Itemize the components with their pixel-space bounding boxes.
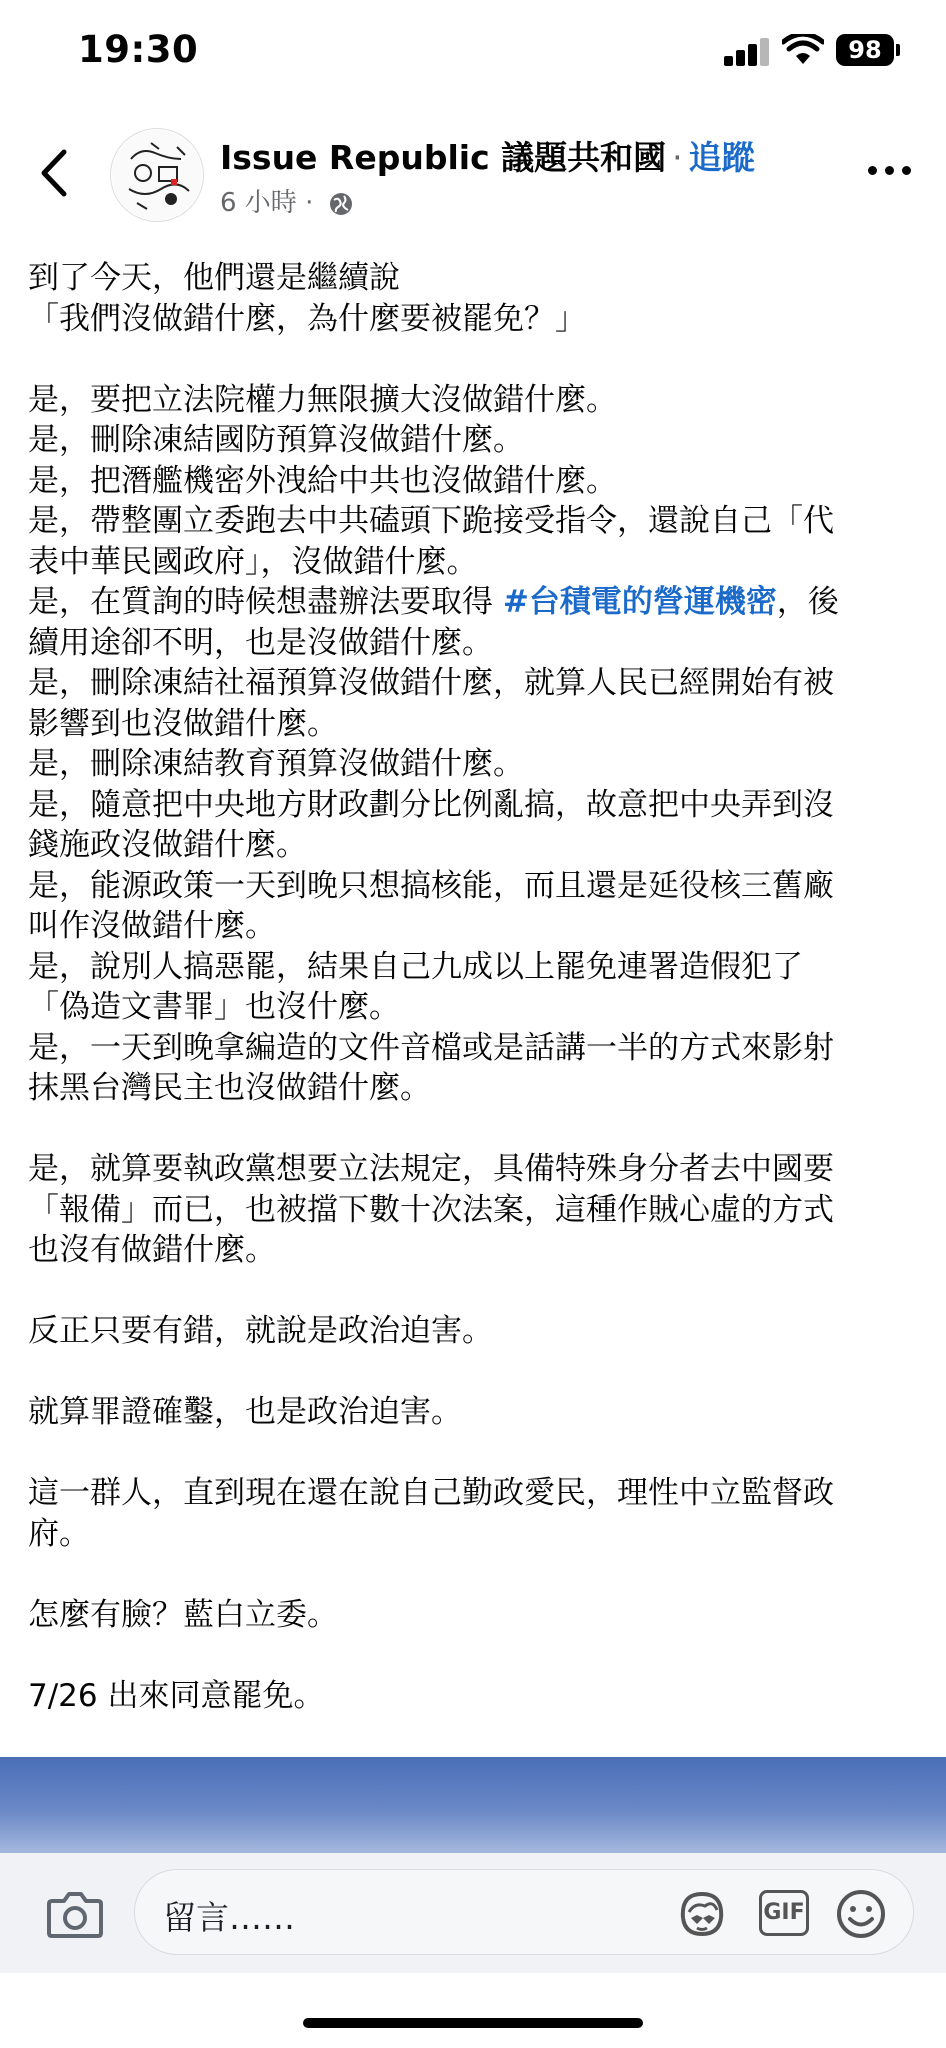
post-header [0,110,946,230]
emoji-icon[interactable] [835,1888,887,1940]
post-timestamp[interactable]: 6 小時 [220,188,297,218]
meta-separator: · [305,188,314,218]
post-line: 「我們沒做錯什麼，為什麼要被罷免？」 [28,300,586,337]
post-line: 是，刪除凍結社福預算沒做錯什麼，就算人民已經開始有被 [28,665,834,701]
post-line: 是，能源政策一天到晚只想搞核能，而且還是延役核三舊廠 [28,867,834,904]
battery-tip [896,44,900,56]
post-line: 續用途卻不明，也是沒做錯什麼。 [28,624,493,661]
avatar[interactable] [110,128,204,222]
post-line-blank [28,339,928,380]
page-name[interactable]: Issue Republic 議題共和國 [220,138,667,177]
post-line: 抹黑台灣民主也沒做錯什麼。 [28,1070,431,1106]
post-line: 是，說別人搞惡罷，結果自己九成以上罷免連署造假犯了 [28,948,803,985]
post-line: 表中華民國政府」，沒做錯什麼。 [28,543,478,580]
avatar-sticker-icon[interactable] [675,1888,729,1938]
post-line: 府。 [28,1515,90,1552]
post-line: 是，一天到晚拿編造的文件音檔或是話講一半的方式來影射 [28,1029,834,1066]
post-line: 反正只要有錯，就說是政治迫害。 [28,1313,493,1349]
post-line: 影響到也沒做錯什麼。 [28,705,338,742]
post-line: 就算罪證確鑿，也是政治迫害。 [28,1394,462,1430]
post-line: 是，帶整團立委跑去中共磕頭下跪接受指令，還說自己「代 [28,503,834,539]
post-text [28,258,928,1716]
wifi-icon [782,34,824,66]
post-line-blank [28,1554,928,1595]
post-line-text: ，後 [776,584,839,620]
post-line-text: 是，在質詢的時候想盡辦法要取得 [28,584,503,620]
post-line: 叫作沒做錯什麼。 [28,908,276,944]
post-line: 是，刪除凍結教育預算沒做錯什麼。 [28,746,524,782]
post-line: 是，要把立法院權力無限擴大沒做錯什麼。 [28,381,617,418]
post-line: 錢施政沒做錯什麼。 [28,827,307,863]
comment-bar [0,1853,946,1973]
post-meta [220,182,354,219]
post-line: 是，就算要執政黨想要立法規定，具備特殊身分者去中國要 [28,1151,834,1187]
post-line-with-hashtag [28,582,928,623]
post-line: 是，刪除凍結國防預算沒做錯什麼。 [28,422,524,458]
camera-icon[interactable] [46,1889,104,1939]
post-line: 「報備」而已，也被擋下數十次法案，這種作賊心虛的方式 [28,1191,834,1228]
post-line: 「偽造文書罪」也沒什麼。 [28,989,400,1025]
post-image-preview[interactable] [0,1757,946,1853]
hashtag-link[interactable]: #台積電的營運機密 [502,584,777,620]
page-name-row [220,132,755,179]
back-arrow-icon[interactable] [34,146,74,200]
status-time: 19:30 [78,28,199,71]
gif-icon[interactable]: GIF [759,1890,809,1936]
cellular-signal-icon [724,36,770,66]
home-indicator[interactable] [303,2018,643,2028]
post-line: 也沒有做錯什麼。 [28,1232,276,1268]
post-line: 怎麼有臉？藍白立委。 [28,1596,338,1633]
follow-button[interactable]: 追蹤 [688,138,755,177]
post-line: 是，把潛艦機密外洩給中共也沒做錯什麼。 [28,462,617,499]
status-bar [0,0,946,110]
battery-icon: 98 [836,34,894,66]
post-line: 到了今天，他們還是繼續說 [28,260,400,296]
post-line: 這一群人，直到現在還在說自己勤政愛民，理性中立監督政 [28,1475,834,1511]
post-line-blank [28,1635,928,1676]
separator: · [672,138,683,177]
comment-input[interactable] [134,1869,914,1955]
post-line-blank [28,1109,928,1150]
post-line-blank [28,1433,928,1474]
post-line-blank [28,1352,928,1393]
comment-placeholder: 留言…… [163,1898,295,1937]
post-line: 是，隨意把中央地方財政劃分比例亂搞，故意把中央弄到沒 [28,786,834,823]
post-line: 7/26 出來同意罷免。 [28,1677,325,1714]
more-options-icon[interactable] [866,162,914,178]
globe-icon [328,191,354,217]
post-line-blank [28,1271,928,1312]
